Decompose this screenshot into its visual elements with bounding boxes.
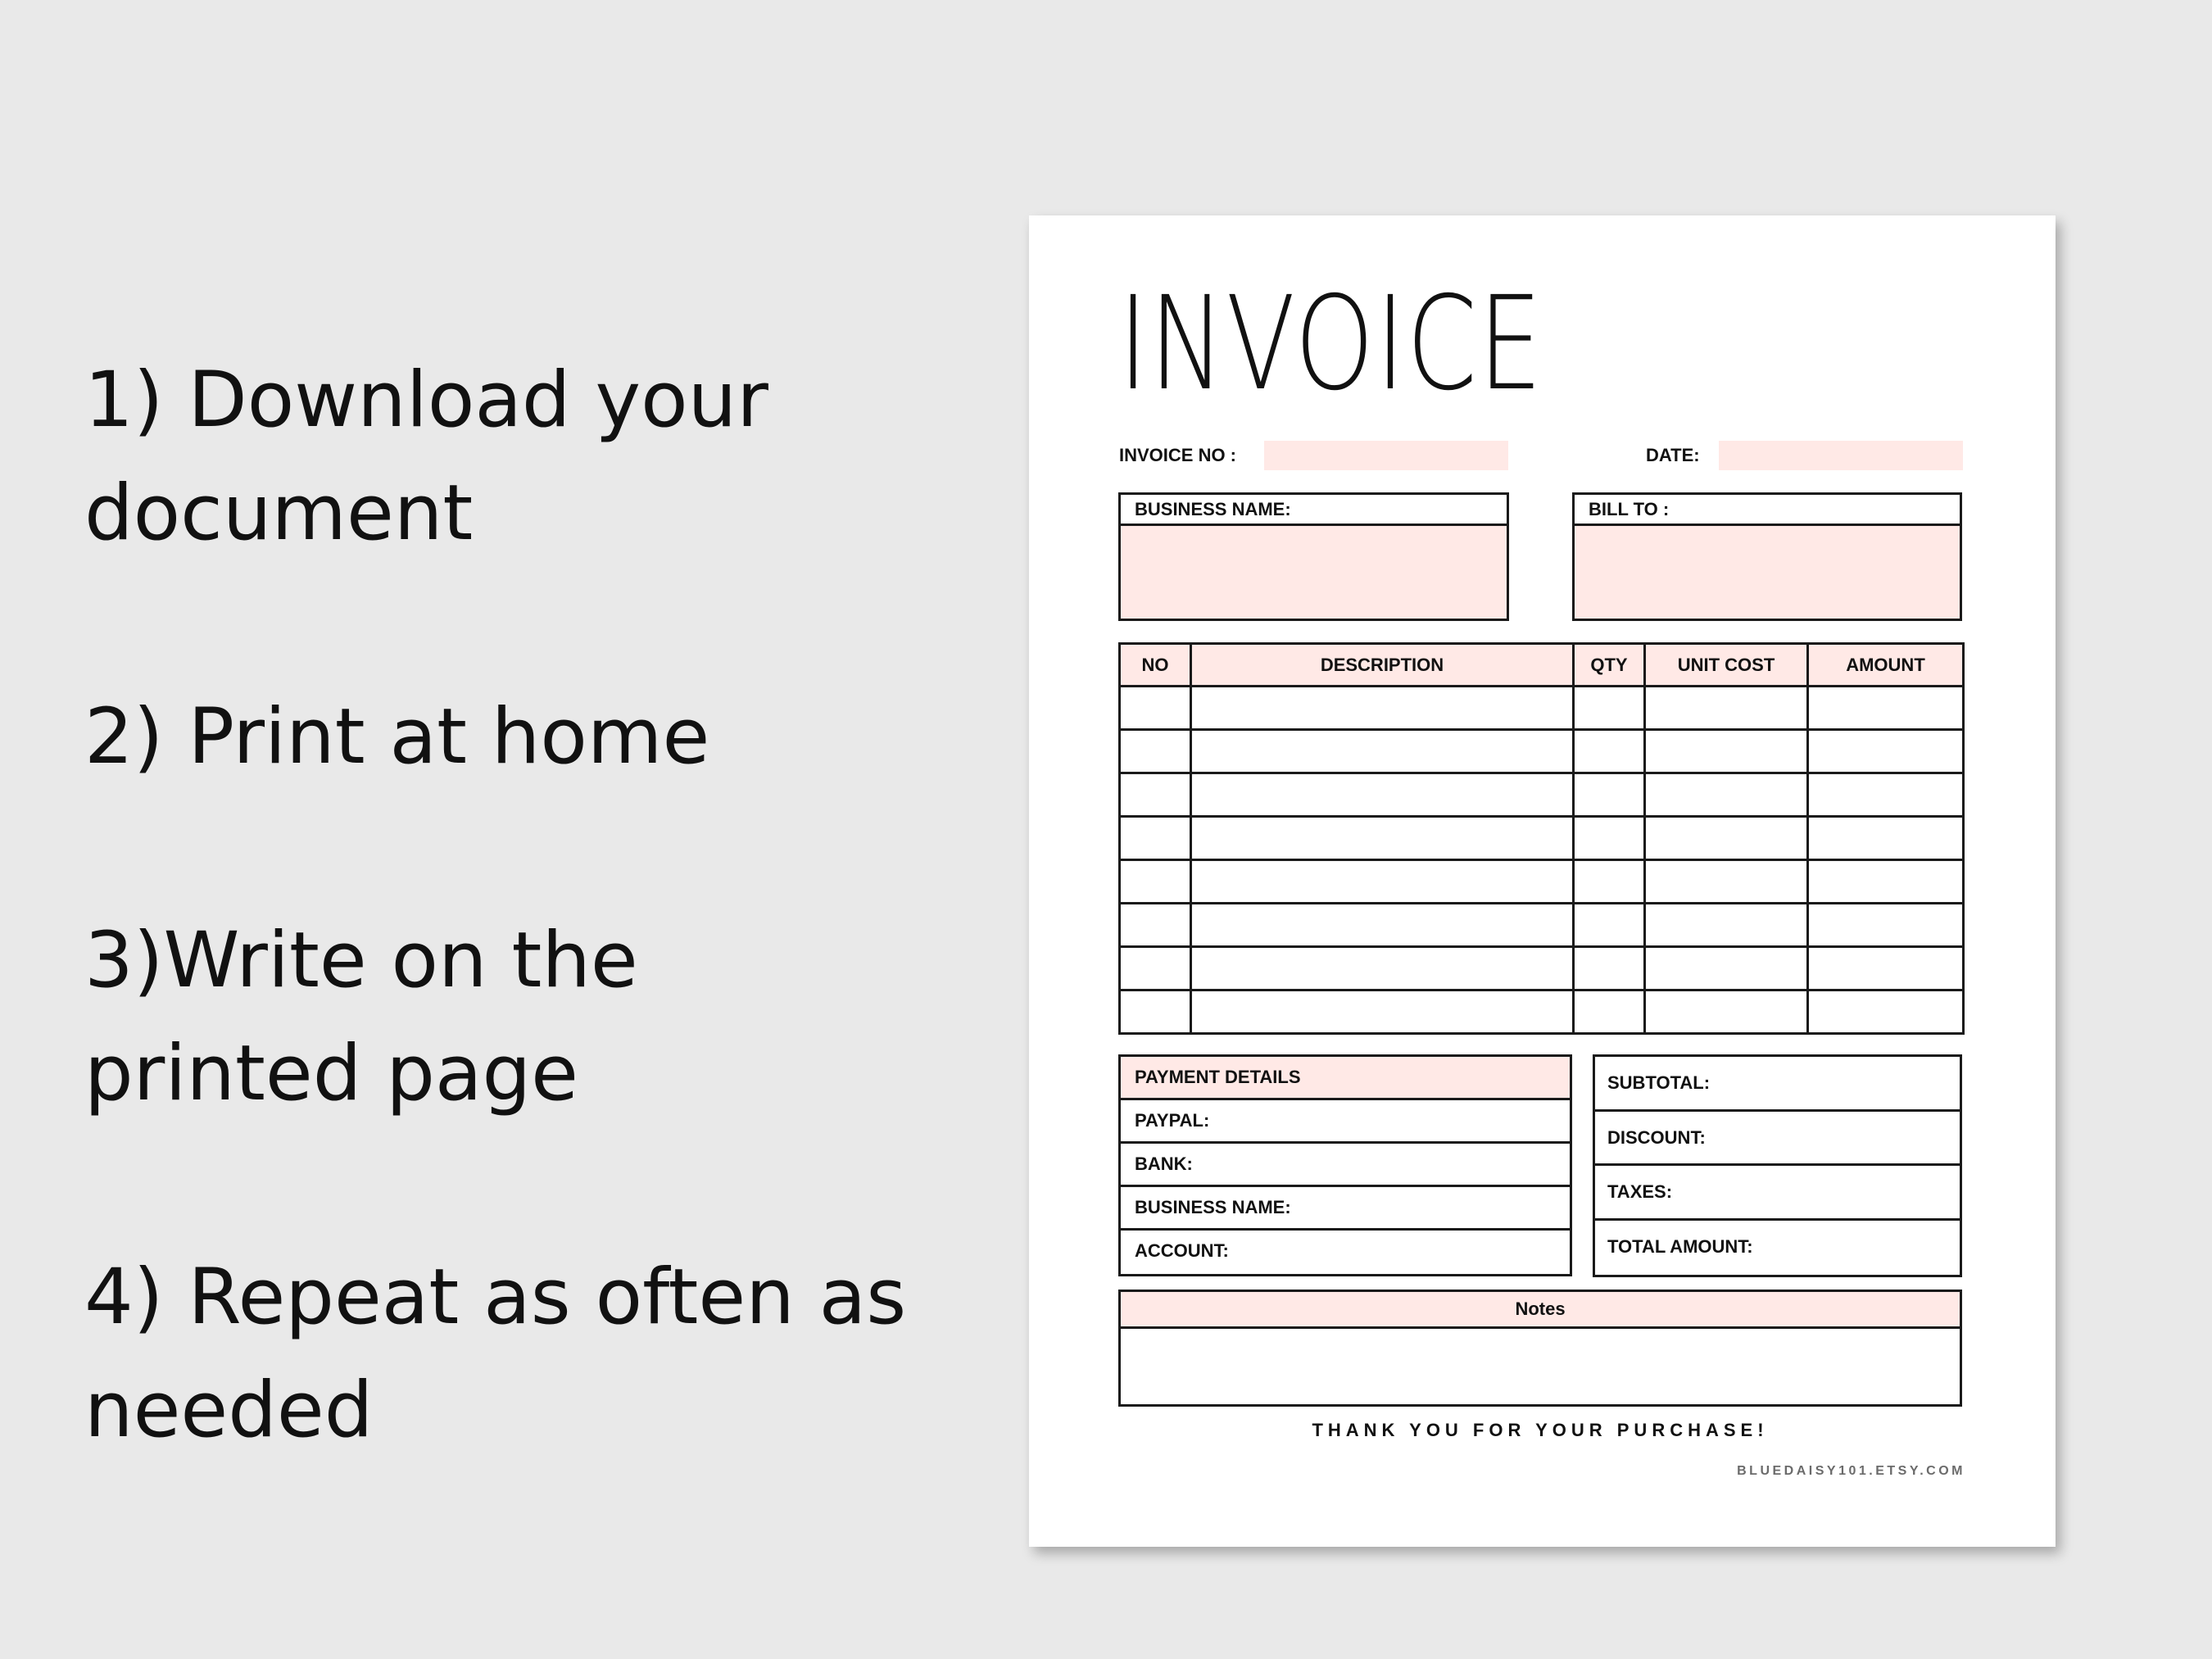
table-row [1120, 687, 1964, 730]
table-cell[interactable] [1574, 860, 1645, 904]
table-cell[interactable] [1645, 947, 1808, 990]
table-cell[interactable] [1645, 904, 1808, 947]
bill-to-field[interactable] [1575, 526, 1960, 619]
col-qty: QTY [1574, 644, 1645, 687]
payment-details-header: PAYMENT DETAILS [1121, 1057, 1570, 1100]
table-cell[interactable] [1120, 687, 1191, 730]
taxes-row[interactable]: TAXES: [1595, 1166, 1960, 1221]
invoice-no-field[interactable] [1264, 441, 1508, 470]
invoice-title: INVOICE [1118, 269, 1543, 419]
table-cell[interactable] [1191, 860, 1574, 904]
table-cell[interactable] [1120, 773, 1191, 817]
table-cell[interactable] [1808, 860, 1964, 904]
step-write: 3)Write on the printed page [84, 916, 638, 1118]
table-row [1120, 730, 1964, 773]
table-cell[interactable] [1808, 730, 1964, 773]
total-amount-row[interactable]: TOTAL AMOUNT: [1607, 1235, 1753, 1257]
table-cell[interactable] [1191, 687, 1574, 730]
table-cell[interactable] [1808, 990, 1964, 1034]
invoice-sheet [1029, 215, 2056, 1547]
date-label: DATE: [1646, 445, 1700, 465]
table-row [1120, 817, 1964, 860]
items-body [1120, 687, 1964, 1034]
table-cell[interactable] [1645, 817, 1808, 860]
table-cell[interactable] [1120, 860, 1191, 904]
items-table [1118, 642, 1965, 1035]
step-repeat: 4) Repeat as often as needed [84, 1253, 907, 1455]
table-cell[interactable] [1645, 860, 1808, 904]
notes-box [1118, 1290, 1962, 1407]
table-row [1120, 947, 1964, 990]
date-field[interactable] [1719, 441, 1963, 470]
subtotal-row[interactable]: SUBTOTAL: [1595, 1057, 1960, 1112]
payment-bank[interactable]: BANK: [1121, 1144, 1570, 1187]
totals-box [1593, 1054, 1962, 1277]
notes-label: Notes [1121, 1292, 1960, 1329]
table-cell[interactable] [1808, 904, 1964, 947]
website-text: BLUEDAISY101.ETSY.COM [1737, 1464, 1965, 1478]
table-cell[interactable] [1191, 990, 1574, 1034]
table-row [1120, 773, 1964, 817]
table-cell[interactable] [1574, 990, 1645, 1034]
business-name-field[interactable] [1121, 526, 1507, 619]
col-no: NO [1120, 644, 1191, 687]
table-cell[interactable] [1574, 730, 1645, 773]
table-cell[interactable] [1574, 687, 1645, 730]
notes-field[interactable] [1121, 1329, 1960, 1404]
business-name-box [1118, 492, 1509, 621]
payment-paypal[interactable]: PAYPAL: [1121, 1100, 1570, 1144]
table-cell[interactable] [1645, 990, 1808, 1034]
table-cell[interactable] [1645, 687, 1808, 730]
instructions [84, 344, 953, 1578]
table-cell[interactable] [1191, 904, 1574, 947]
table-cell[interactable] [1120, 904, 1191, 947]
table-cell[interactable] [1808, 773, 1964, 817]
table-cell[interactable] [1574, 947, 1645, 990]
step-download: 1) Download your document [84, 356, 768, 558]
table-cell[interactable] [1574, 904, 1645, 947]
table-cell[interactable] [1808, 817, 1964, 860]
table-row [1120, 990, 1964, 1034]
invoice-no-label: INVOICE NO : [1119, 445, 1237, 465]
items-header-row [1120, 644, 1964, 687]
table-cell[interactable] [1120, 947, 1191, 990]
bill-to-box [1572, 492, 1962, 621]
payment-details-box [1118, 1054, 1572, 1276]
step-print: 2) Print at home [84, 692, 710, 782]
business-name-label: BUSINESS NAME: [1121, 495, 1507, 526]
table-cell[interactable] [1808, 947, 1964, 990]
thank-you-text: THANK YOU FOR YOUR PURCHASE! [1312, 1420, 1769, 1440]
col-amount: AMOUNT [1808, 644, 1964, 687]
table-cell[interactable] [1574, 817, 1645, 860]
table-cell[interactable] [1645, 773, 1808, 817]
col-unit-cost: UNIT COST [1645, 644, 1808, 687]
table-cell[interactable] [1191, 773, 1574, 817]
payment-account[interactable]: ACCOUNT: [1135, 1240, 1229, 1261]
table-row [1120, 904, 1964, 947]
table-cell[interactable] [1120, 817, 1191, 860]
table-cell[interactable] [1191, 947, 1574, 990]
table-cell[interactable] [1120, 990, 1191, 1034]
table-cell[interactable] [1120, 730, 1191, 773]
table-cell[interactable] [1645, 730, 1808, 773]
col-description: DESCRIPTION [1191, 644, 1574, 687]
table-row [1120, 860, 1964, 904]
table-cell[interactable] [1574, 773, 1645, 817]
table-cell[interactable] [1191, 730, 1574, 773]
bill-to-label: BILL TO : [1575, 495, 1960, 526]
table-cell[interactable] [1191, 817, 1574, 860]
payment-business-name[interactable]: BUSINESS NAME: [1121, 1187, 1570, 1231]
discount-row[interactable]: DISCOUNT: [1595, 1112, 1960, 1167]
table-cell[interactable] [1808, 687, 1964, 730]
